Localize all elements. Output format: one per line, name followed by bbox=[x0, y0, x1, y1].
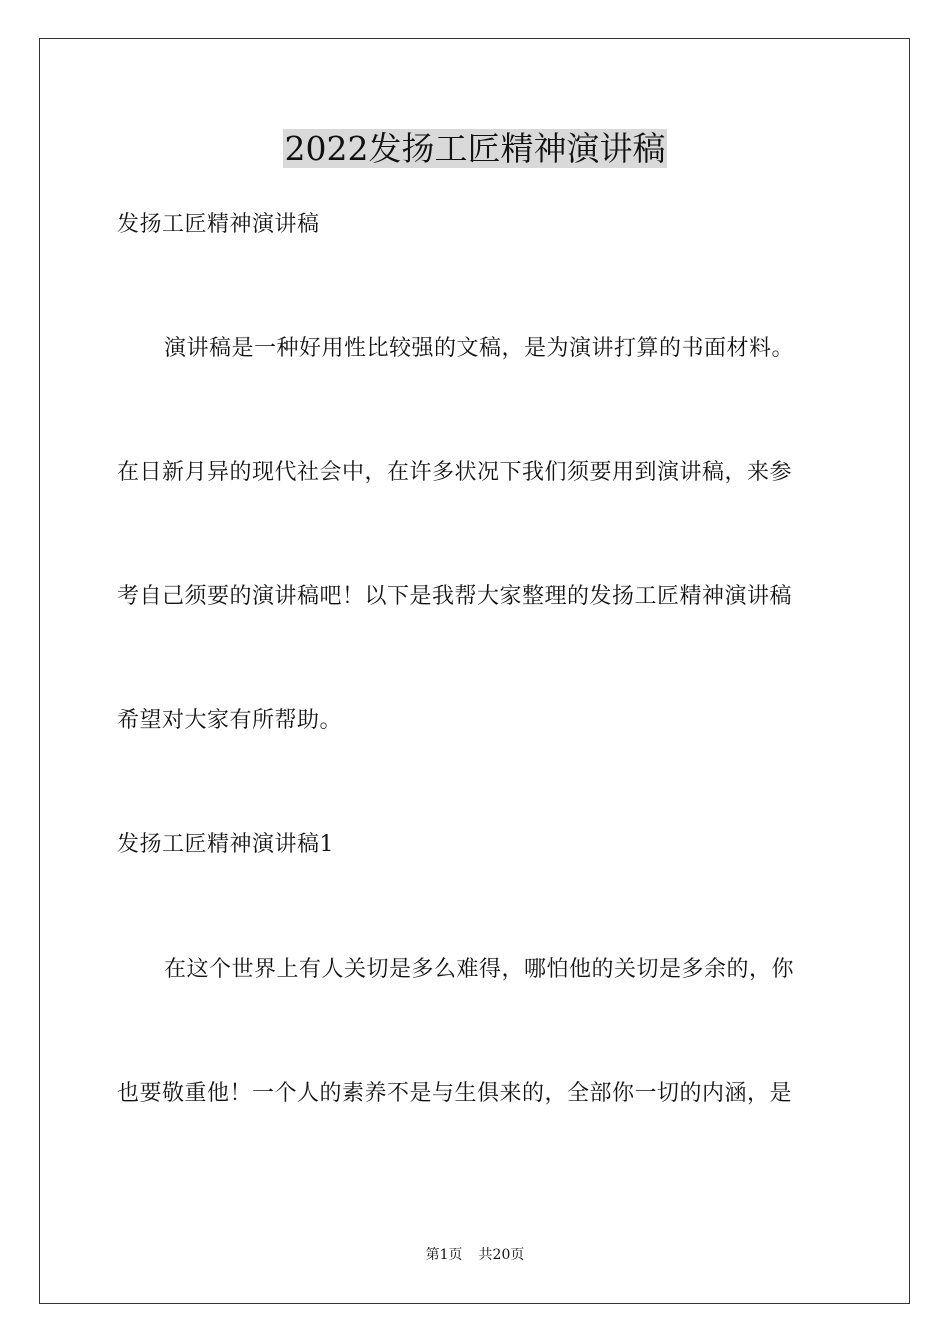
paragraph-line: 也要敬重他！一个人的素养不是与生俱来的，全部你一切的内涵，是 bbox=[117, 1081, 793, 1106]
page-number: 第1页 bbox=[425, 1247, 463, 1263]
paragraph-line: 在日新月异的现代社会中，在许多状况下我们须要用到演讲稿，来参 bbox=[117, 460, 793, 485]
document-title bbox=[0, 127, 950, 171]
paragraph-line: 考自己须要的演讲稿吧！以下是我帮大家整理的发扬工匠精神演讲稿 bbox=[117, 584, 793, 609]
paragraph-line: 希望对大家有所帮助。 bbox=[117, 708, 343, 733]
paragraph-line: 演讲稿是一种好用性比较强的文稿，是为演讲打算的书面材料。 bbox=[164, 336, 795, 361]
section-heading: 发扬工匠精神演讲稿1 bbox=[117, 832, 334, 857]
page-footer bbox=[0, 1245, 950, 1265]
paragraph-line: 在这个世界上有人关切是多么难得，哪怕他的关切是多余的，你 bbox=[164, 957, 795, 982]
page-total: 共20页 bbox=[478, 1247, 525, 1263]
document-subtitle: 发扬工匠精神演讲稿 bbox=[117, 212, 320, 237]
document-title-text: 2022发扬工匠精神演讲稿 bbox=[284, 129, 666, 168]
